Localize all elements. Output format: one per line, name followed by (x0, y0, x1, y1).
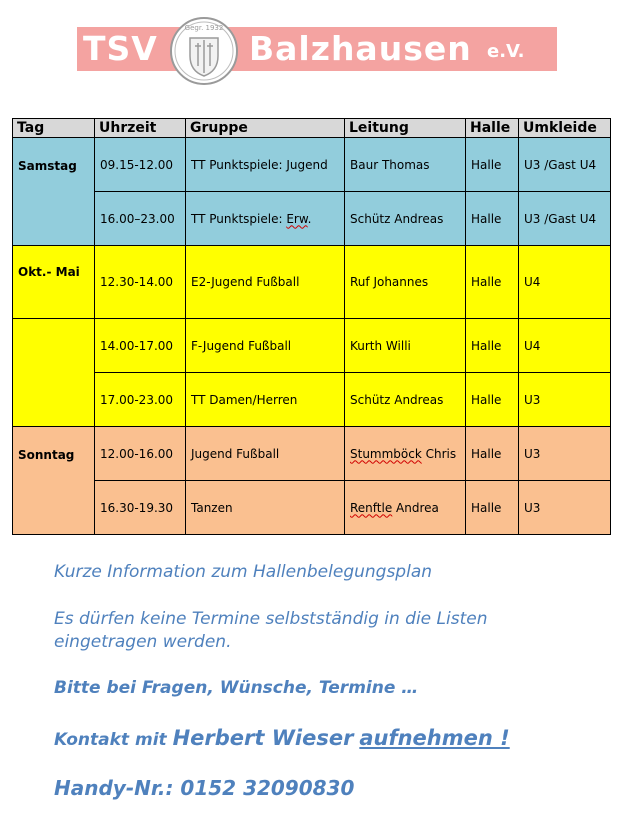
day-cell-saturday: Samstag (13, 138, 95, 246)
time-cell: 09.15-12.00 (95, 138, 186, 192)
group-cell: TT Punktspiele: Jugend (186, 138, 345, 192)
hall-cell: Halle (466, 427, 519, 481)
table-row (13, 138, 611, 192)
group-cell: Tanzen (186, 481, 345, 535)
info-questions: Bitte bei Fragen, Wünsche, Termine … (54, 678, 419, 698)
leader-cell: Kurth Willi (345, 319, 466, 373)
leader-cell (345, 481, 466, 535)
club-logo-banner (77, 27, 557, 71)
group-cell: E2-Jugend Fußball (186, 246, 345, 319)
info-rule-line: Es dürfen keine Termine selbstständig in die Listen (54, 609, 488, 629)
group-cell: F-Jugend Fußball (186, 319, 345, 373)
day-cell-empty (13, 319, 95, 427)
leader-cell: Ruf Johannes (345, 246, 466, 319)
spellcheck-marked-text: Renftle (350, 500, 393, 515)
locker-cell: U3 /Gast U4 (519, 138, 611, 192)
hall-cell: Halle (466, 192, 519, 246)
header-group: Gruppe (186, 119, 345, 138)
time-cell: 16.00–23.00 (95, 192, 186, 246)
hall-cell: Halle (466, 246, 519, 319)
info-heading: Kurze Information zum Hallenbelegungsplan (54, 562, 433, 582)
hall-cell: Halle (466, 319, 519, 373)
day-cell-sunday: Sonntag (13, 427, 95, 535)
leader-text: Chris (421, 446, 457, 461)
locker-cell: U4 (519, 319, 611, 373)
info-rule-text (54, 608, 488, 654)
group-text: TT Punktspiele: (191, 211, 287, 226)
time-cell: 17.00-23.00 (95, 373, 186, 427)
time-cell: 12.00-16.00 (95, 427, 186, 481)
time-cell: 12.30-14.00 (95, 246, 186, 319)
info-rule-line: eingetragen werden. (54, 632, 232, 652)
header-locker: Umkleide (519, 119, 611, 138)
table-row (13, 246, 611, 319)
table-row (13, 373, 611, 427)
logo-text-suffix: e.V. (487, 41, 525, 62)
time-cell: 16.30-19.30 (95, 481, 186, 535)
group-cell (186, 192, 345, 246)
locker-cell: U4 (519, 246, 611, 319)
crest-text: Gegr. 1932 (184, 24, 224, 32)
hall-cell: Halle (466, 138, 519, 192)
logo-text-club-name: Balzhausen (249, 29, 472, 68)
leader-text: Andrea (392, 500, 439, 515)
time-cell: 14.00-17.00 (95, 319, 186, 373)
header-day: Tag (13, 119, 95, 138)
group-text-end: . (307, 211, 312, 226)
hall-cell: Halle (466, 481, 519, 535)
hall-cell: Halle (466, 373, 519, 427)
table-row (13, 319, 611, 373)
club-crest-icon (164, 16, 244, 86)
spellcheck-marked-text: Stummböck (350, 446, 422, 461)
contact-name: Herbert Wieser (172, 726, 354, 750)
header-leader: Leitung (345, 119, 466, 138)
table-row (13, 192, 611, 246)
group-cell: TT Damen/Herren (186, 373, 345, 427)
hall-schedule-table (12, 118, 611, 535)
table-header-row (13, 119, 611, 138)
locker-cell: U3 (519, 481, 611, 535)
info-contact (54, 726, 510, 750)
contact-link[interactable]: aufnehmen ! (359, 726, 510, 750)
header-time: Uhrzeit (95, 119, 186, 138)
table-row (13, 481, 611, 535)
leader-cell: Schütz Andreas (345, 373, 466, 427)
contact-prefix: Kontakt mit (54, 730, 173, 750)
locker-cell: U3 /Gast U4 (519, 192, 611, 246)
leader-cell (345, 427, 466, 481)
locker-cell: U3 (519, 427, 611, 481)
contact-phone: Handy-Nr.: 0152 32090830 (54, 776, 355, 800)
logo-text-tsv: TSV (83, 29, 158, 68)
locker-cell: U3 (519, 373, 611, 427)
table-row (13, 427, 611, 481)
day-cell-season: Okt.- Mai (13, 246, 95, 319)
group-cell: Jugend Fußball (186, 427, 345, 481)
leader-cell: Schütz Andreas (345, 192, 466, 246)
header-hall: Halle (466, 119, 519, 138)
leader-cell: Baur Thomas (345, 138, 466, 192)
spellcheck-marked-text: Erw (286, 211, 308, 226)
